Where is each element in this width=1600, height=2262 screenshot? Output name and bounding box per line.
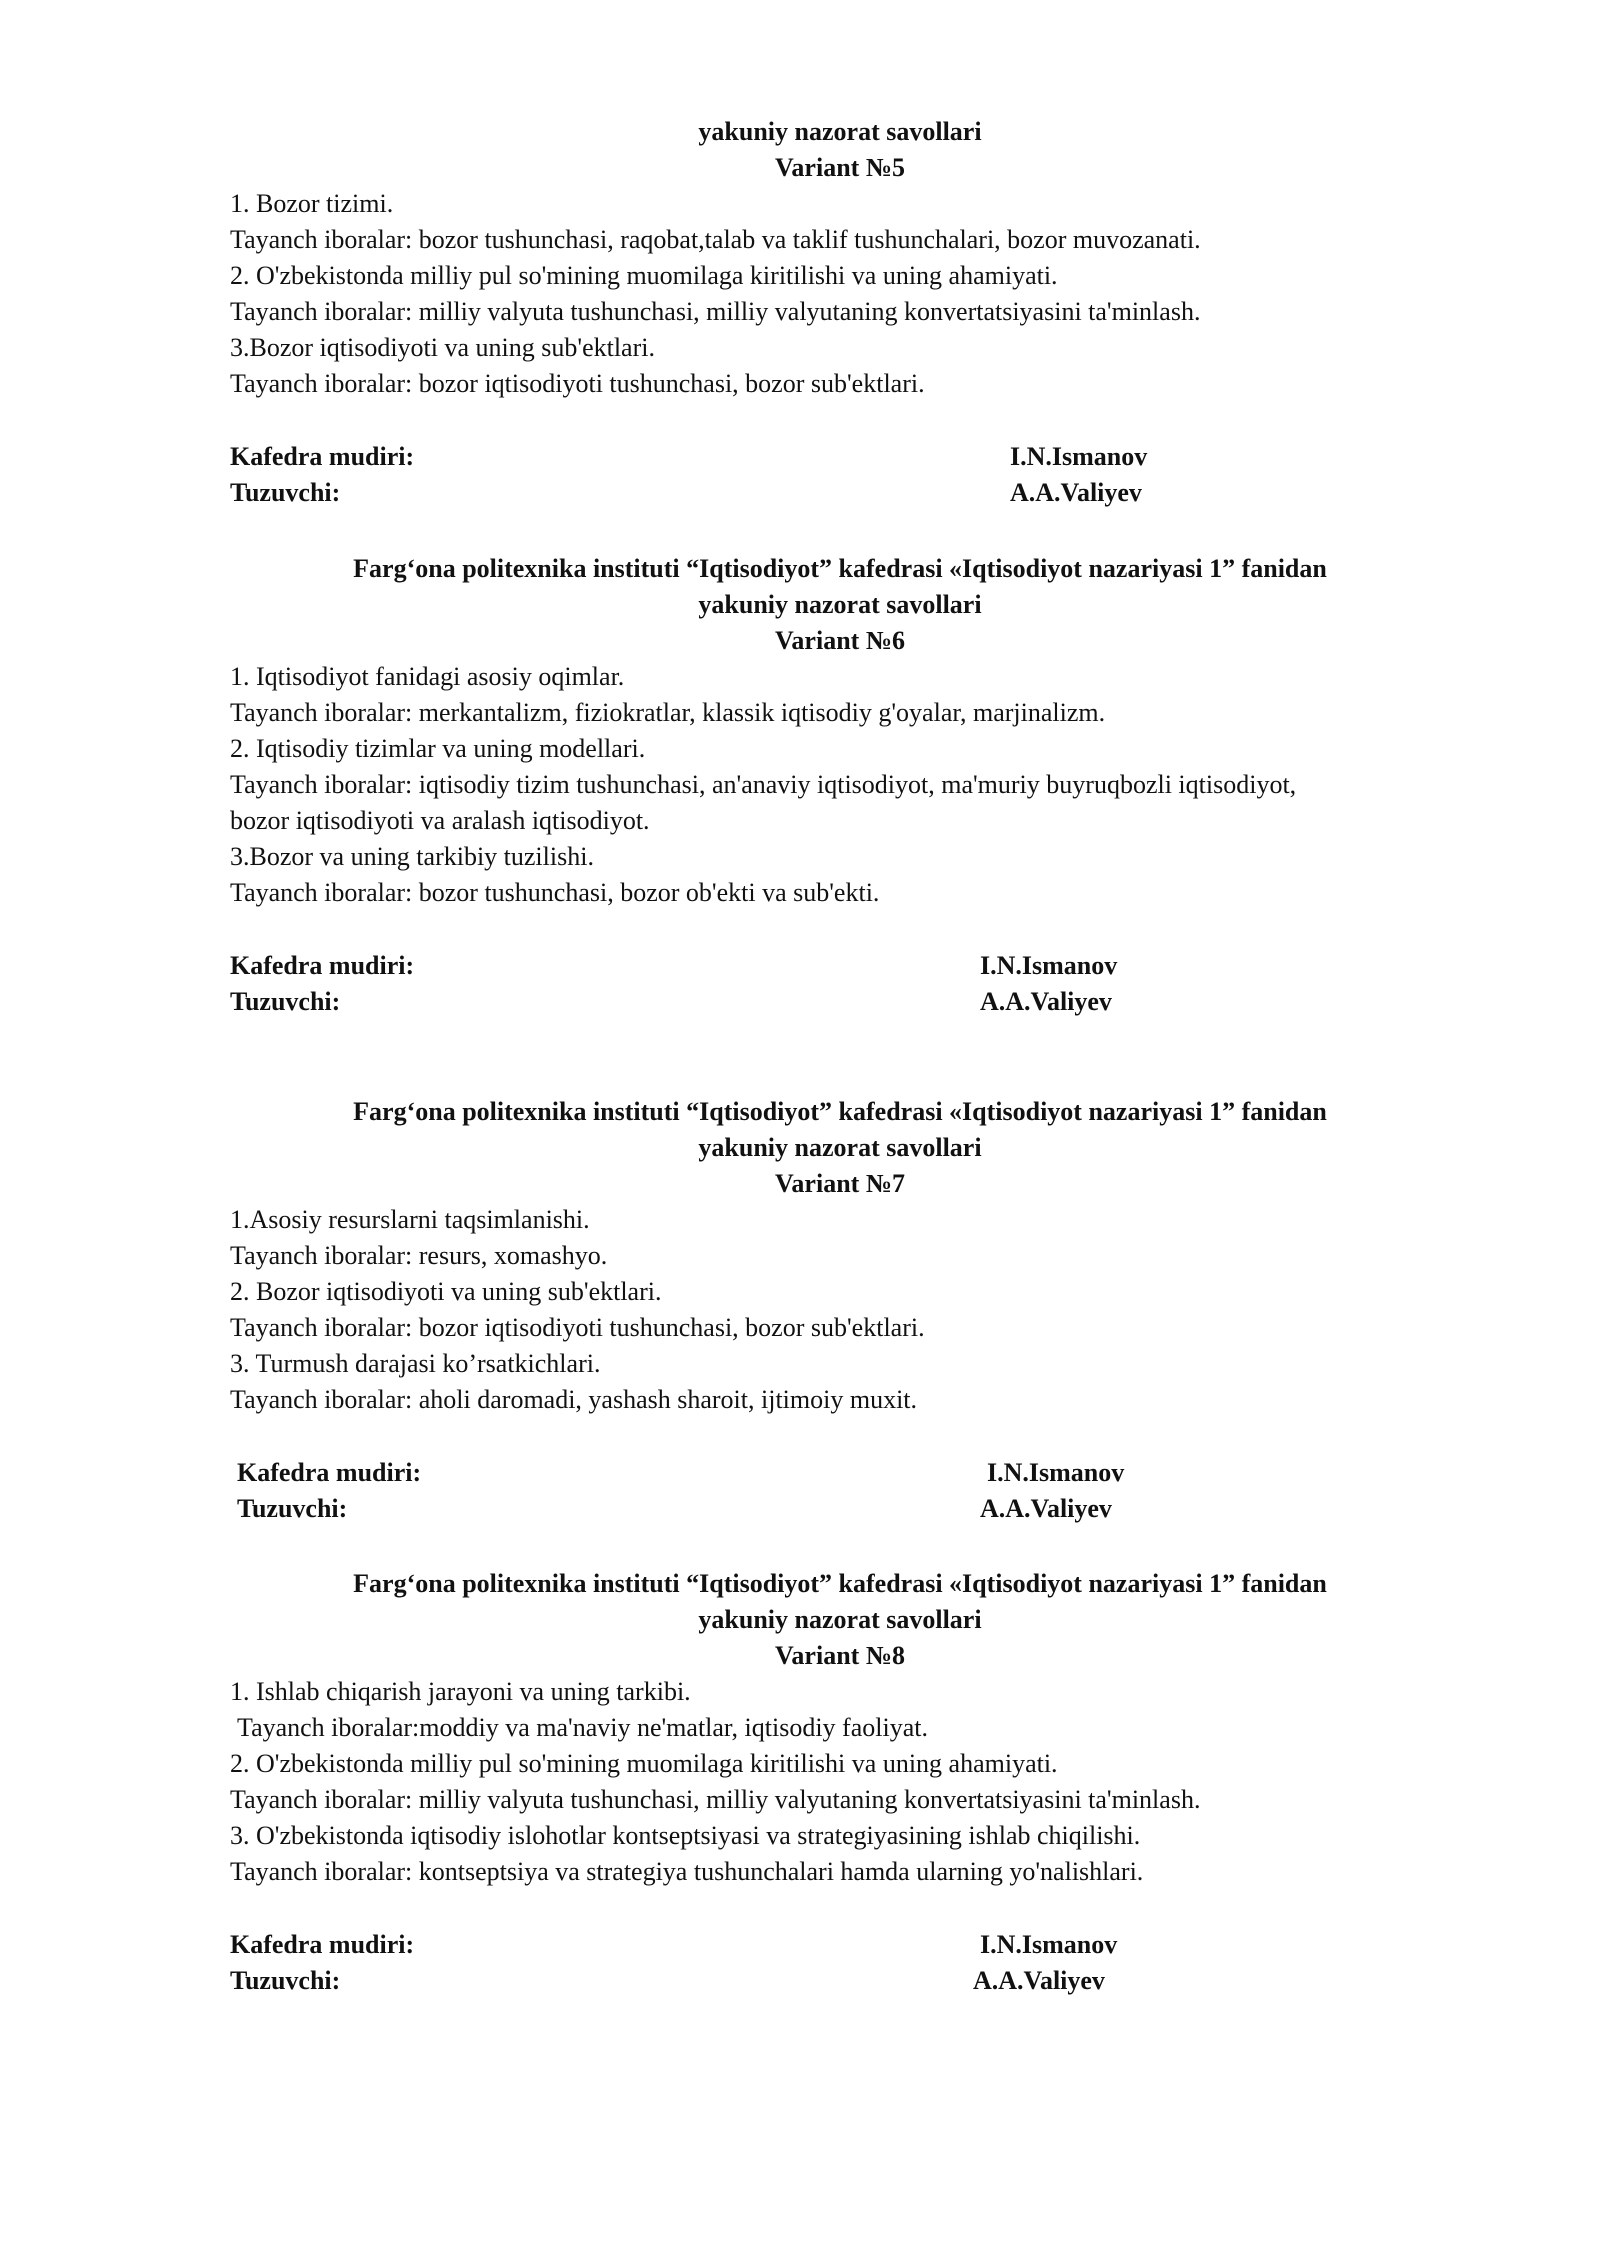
question-1: 1. Bozor tizimi. [230,189,394,218]
variant-6-section [230,551,1450,911]
keywords-2: Tayanch iboralar: milliy valyuta tushunchasi, milliy valyutaning konvertatsiyasini ta'minlash. [230,297,1201,326]
keywords-3: Tayanch iboralar: bozor iqtisodiyoti tushunchasi, bozor sub'ektlari. [230,369,925,398]
section-title-line2: yakuniy nazorat savollari [698,590,982,619]
tuzuvchi-name: A.A.Valiyev [980,987,1112,1016]
question-1: 1.Asosiy resurslarni taqsimlanishi. [230,1205,590,1234]
kafedra-signature-row [230,948,1450,984]
section-title-line2: yakuniy nazorat savollari [698,1605,982,1634]
kafedra-name: I.N.Ismanov [987,1458,1125,1487]
question-1: 1. Iqtisodiyot fanidagi asosiy oqimlar. [230,662,625,691]
keywords-3: Tayanch iboralar: aholi daromadi, yashash sharoit, ijtimoiy muxit. [230,1385,918,1414]
keywords-1: Tayanch iboralar: bozor tushunchasi, raqobat,talab va taklif tushunchalari, bozor muvozanati. [230,225,1201,254]
question-2: 2. Iqtisodiy tizimlar va uning modellari. [230,734,646,763]
keywords-2: Tayanch iboralar: iqtisodiy tizim tushunchasi, an'anaviy iqtisodiyot, ma'muriy buyruqbozli iqtisodiyot, [230,770,1297,799]
keywords-1: Tayanch iboralar: merkantalizm, fiziokratlar, klassik iqtisodiy g'oyalar, marjinalizm. [230,698,1106,727]
question-3: 3.Bozor iqtisodiyoti va uning sub'ektlari. [230,333,655,362]
kafedra-signature-row [230,439,1450,475]
variant-6-signatures [230,948,1450,1020]
section-title-line1: Farg‘ona politexnika instituti “Iqtisodiyot” kafedrasi «Iqtisodiyot nazariyasi 1” fanidan [353,554,1327,583]
question-2: 2. O'zbekistonda milliy pul so'mining muomilaga kiritilishi va uning ahamiyati. [230,1749,1058,1778]
tuzuvchi-name: A.A.Valiyev [1010,478,1142,507]
section-title-line2: yakuniy nazorat savollari [698,117,982,146]
tuzuvchi-name: A.A.Valiyev [973,1966,1105,1995]
tuzuvchi-label: Tuzuvchi: [230,987,341,1016]
tuzuvchi-signature-row [230,475,1450,511]
keywords-3: Tayanch iboralar: kontseptsiya va strategiya tushunchalari hamda ularning yo'nalishlari. [230,1857,1144,1886]
section-title-line2: yakuniy nazorat savollari [698,1133,982,1162]
variant-number: Variant №8 [775,1641,905,1670]
kafedra-label: Kafedra mudiri: [230,1930,415,1959]
tuzuvchi-label: Tuzuvchi: [237,1494,348,1523]
keywords-1: Tayanch iboralar:moddiy va ma'naviy ne'matlar, iqtisodiy faoliyat. [237,1713,928,1742]
kafedra-signature-row [237,1455,1457,1491]
kafedra-name: I.N.Ismanov [980,1930,1118,1959]
variant-5-section [230,114,1450,402]
kafedra-name: I.N.Ismanov [1010,442,1148,471]
kafedra-label: Kafedra mudiri: [237,1458,422,1487]
keywords-2: Tayanch iboralar: bozor iqtisodiyoti tushunchasi, bozor sub'ektlari. [230,1313,925,1342]
question-3: 3. Turmush darajasi ko’rsatkichlari. [230,1349,601,1378]
variant-number: Variant №5 [775,153,905,182]
question-3: 3.Bozor va uning tarkibiy tuzilishi. [230,842,594,871]
question-2: 2. O'zbekistonda milliy pul so'mining muomilaga kiritilishi va uning ahamiyati. [230,261,1058,290]
variant-7-section [230,1094,1450,1418]
keywords-1: Tayanch iboralar: resurs, xomashyo. [230,1241,608,1270]
section-title-line1: Farg‘ona politexnika instituti “Iqtisodiyot” kafedrasi «Iqtisodiyot nazariyasi 1” fanidan [353,1097,1327,1126]
tuzuvchi-name: A.A.Valiyev [980,1494,1112,1523]
variant-7-signatures [237,1455,1457,1527]
question-2: 2. Bozor iqtisodiyoti va uning sub'ektlari. [230,1277,662,1306]
tuzuvchi-label: Tuzuvchi: [230,1966,341,1995]
variant-5-signatures [230,439,1450,511]
section-title-line1: Farg‘ona politexnika instituti “Iqtisodiyot” kafedrasi «Iqtisodiyot nazariyasi 1” fanidan [353,1569,1327,1598]
kafedra-label: Kafedra mudiri: [230,951,415,980]
kafedra-signature-row [230,1927,1450,1963]
tuzuvchi-signature-row [230,1963,1450,1999]
question-3: 3. O'zbekistonda iqtisodiy islohotlar kontseptsiyasi va strategiyasining ishlab chiqilishi. [230,1821,1141,1850]
tuzuvchi-signature-row [237,1491,1457,1527]
variant-number: Variant №7 [775,1169,905,1198]
keywords-2-cont: bozor iqtisodiyoti va aralash iqtisodiyot. [230,806,650,835]
kafedra-name: I.N.Ismanov [980,951,1118,980]
variant-number: Variant №6 [775,626,905,655]
question-1: 1. Ishlab chiqarish jarayoni va uning tarkibi. [230,1677,691,1706]
keywords-3: Tayanch iboralar: bozor tushunchasi, bozor ob'ekti va sub'ekti. [230,878,880,907]
variant-8-section [230,1566,1450,1890]
variant-8-signatures [230,1927,1450,1999]
tuzuvchi-label: Tuzuvchi: [230,478,341,507]
kafedra-label: Kafedra mudiri: [230,442,415,471]
tuzuvchi-signature-row [230,984,1450,1020]
keywords-2: Tayanch iboralar: milliy valyuta tushunchasi, milliy valyutaning konvertatsiyasini ta'minlash. [230,1785,1201,1814]
